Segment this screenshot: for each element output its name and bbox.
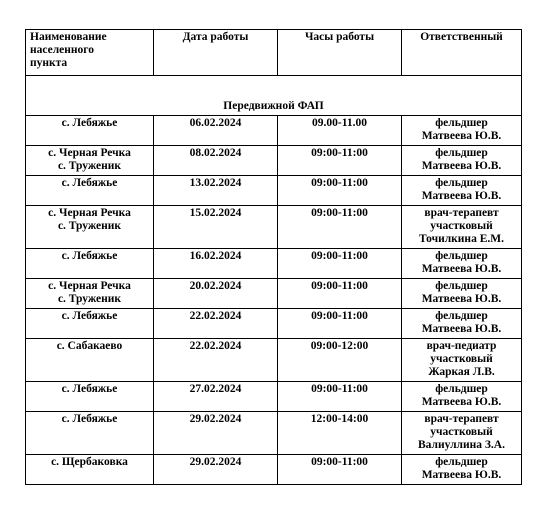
cell-responsible (402, 382, 522, 412)
cell-responsible (402, 176, 522, 206)
cell-date: 27.02.2024 (154, 382, 278, 412)
cell-responsible (402, 146, 522, 176)
table-row (26, 116, 522, 146)
cell-date: 29.02.2024 (154, 455, 278, 485)
cell-hours: 12:00-14:00 (278, 412, 402, 455)
cell-responsible-line: фельдшер (435, 383, 488, 395)
header-settlement (26, 30, 154, 76)
cell-responsible-line: фельдшер (435, 117, 488, 129)
cell-settlement (26, 249, 154, 279)
cell-responsible-line: Жаркая Л.В. (428, 366, 495, 378)
cell-settlement-line: с. Щербаковка (51, 456, 128, 468)
schedule-table-body (26, 30, 522, 485)
cell-responsible (402, 206, 522, 249)
cell-responsible-line: фельдшер (435, 280, 488, 292)
table-header-row (26, 30, 522, 76)
cell-date: 20.02.2024 (154, 279, 278, 309)
cell-responsible-line: Матвеева Ю.В. (421, 396, 502, 408)
cell-responsible (402, 339, 522, 382)
cell-responsible-line: Матвеева Ю.В. (421, 323, 502, 335)
table-row (26, 382, 522, 412)
cell-settlement (26, 116, 154, 146)
cell-responsible-line: Матвеева Ю.В. (421, 190, 502, 202)
header-date-text: Дата работы (182, 31, 249, 43)
cell-settlement-line: с. Труженик (57, 220, 122, 232)
cell-responsible-line: врач-терапевт (424, 413, 499, 425)
section-title: Передвижной ФАП (26, 76, 522, 116)
table-row (26, 146, 522, 176)
schedule-table (25, 29, 522, 485)
cell-responsible-line: Матвеева Ю.В. (421, 469, 502, 481)
cell-hours: 09:00-11:00 (278, 146, 402, 176)
cell-date: 06.02.2024 (154, 116, 278, 146)
cell-responsible (402, 455, 522, 485)
cell-settlement (26, 176, 154, 206)
cell-responsible-line: участковый (430, 353, 493, 365)
cell-responsible-line: врач-терапевт (424, 207, 499, 219)
table-row (26, 339, 522, 382)
cell-date: 29.02.2024 (154, 412, 278, 455)
cell-settlement-line: с. Лебяжье (61, 177, 118, 189)
header-responsible-text: Ответственный (420, 31, 503, 43)
cell-settlement-line: с. Черная Речка (48, 147, 131, 159)
cell-responsible-line: участковый (430, 220, 493, 232)
cell-responsible-line: Матвеева Ю.В. (421, 293, 502, 305)
header-hours (278, 30, 402, 76)
cell-date: 15.02.2024 (154, 206, 278, 249)
cell-responsible-line: фельдшер (435, 310, 488, 322)
table-row (26, 249, 522, 279)
cell-date: 08.02.2024 (154, 146, 278, 176)
cell-hours: 09:00-11:00 (278, 279, 402, 309)
cell-date: 16.02.2024 (154, 249, 278, 279)
cell-responsible-line: фельдшер (435, 456, 488, 468)
cell-responsible-line: Точилкина Е.М. (419, 233, 504, 245)
header-settlement-line: Наименование (30, 31, 107, 43)
cell-responsible-line: Валиуллина З.А. (418, 439, 505, 451)
cell-settlement-line: с. Лебяжье (61, 117, 118, 129)
cell-settlement (26, 382, 154, 412)
cell-responsible (402, 249, 522, 279)
cell-settlement (26, 309, 154, 339)
cell-settlement-line: с. Лебяжье (61, 413, 118, 425)
cell-hours: 09:00-11:00 (278, 249, 402, 279)
cell-responsible (402, 412, 522, 455)
cell-responsible-line: фельдшер (435, 250, 488, 262)
cell-hours: 09.00-11.00 (278, 116, 402, 146)
header-settlement-line: населенного (30, 44, 94, 56)
table-row (26, 206, 522, 249)
cell-responsible-line: фельдшер (435, 177, 488, 189)
cell-hours: 09:00-11:00 (278, 455, 402, 485)
cell-hours: 09:00-11:00 (278, 176, 402, 206)
cell-date: 22.02.2024 (154, 309, 278, 339)
cell-settlement (26, 206, 154, 249)
header-date (154, 30, 278, 76)
cell-settlement (26, 146, 154, 176)
header-responsible (402, 30, 522, 76)
cell-responsible-line: Матвеева Ю.В. (421, 160, 502, 172)
cell-settlement-line: с. Черная Речка (48, 207, 131, 219)
cell-settlement (26, 279, 154, 309)
cell-hours: 09:00-11:00 (278, 382, 402, 412)
cell-date: 13.02.2024 (154, 176, 278, 206)
cell-hours: 09:00-12:00 (278, 339, 402, 382)
cell-settlement-line: с. Труженик (57, 293, 122, 305)
cell-responsible-line: участковый (430, 426, 493, 438)
cell-settlement-line: с. Лебяжье (61, 250, 118, 262)
table-row (26, 279, 522, 309)
cell-responsible (402, 116, 522, 146)
cell-responsible-line: Матвеева Ю.В. (421, 130, 502, 142)
cell-responsible-line: Матвеева Ю.В. (421, 263, 502, 275)
header-hours-text: Часы работы (304, 31, 375, 43)
header-settlement-line: пункта (30, 57, 68, 69)
cell-settlement-line: с. Труженик (57, 160, 122, 172)
cell-hours: 09:00-11:00 (278, 206, 402, 249)
table-row (26, 455, 522, 485)
cell-settlement-line: с. Сабакаево (56, 340, 123, 352)
table-row (26, 176, 522, 206)
section-row (26, 76, 522, 116)
cell-settlement (26, 412, 154, 455)
cell-settlement (26, 455, 154, 485)
cell-hours: 09:00-11:00 (278, 309, 402, 339)
cell-settlement-line: с. Черная Речка (48, 280, 131, 292)
cell-settlement (26, 339, 154, 382)
cell-responsible (402, 279, 522, 309)
cell-responsible-line: врач-педиатр (426, 340, 497, 352)
cell-settlement-line: с. Лебяжье (61, 383, 118, 395)
cell-date: 22.02.2024 (154, 339, 278, 382)
cell-settlement-line: с. Лебяжье (61, 310, 118, 322)
table-row (26, 412, 522, 455)
cell-responsible-line: фельдшер (435, 147, 488, 159)
table-row (26, 309, 522, 339)
cell-responsible (402, 309, 522, 339)
